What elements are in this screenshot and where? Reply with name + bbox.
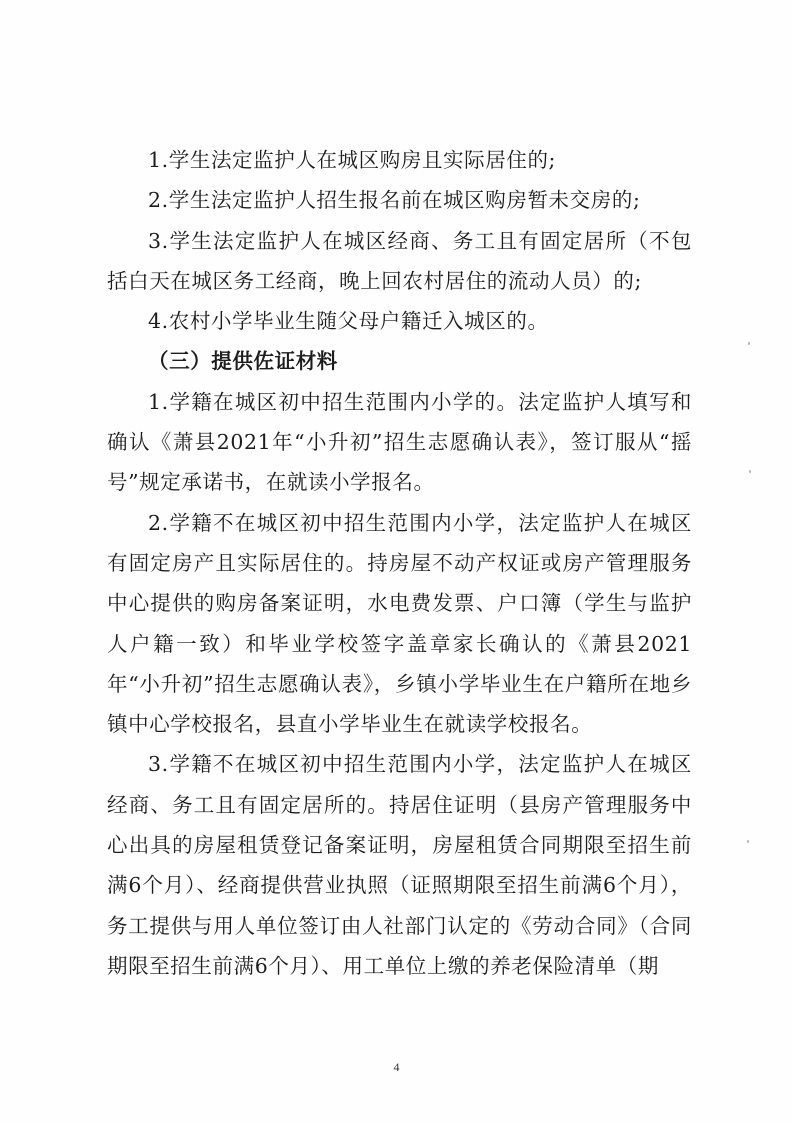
condition-item-3: 3.学生法定监护人在城区经商、务工且有固定居所（不包括白天在城区务工经商，晚上回农村居住的流动人员）的; xyxy=(107,228,692,293)
material-item-1: 1.学籍在城区初中招生范围内小学的。法定监护人填写和确认《萧县2021年“小升初”招生志愿确认表》，签订服从“摇号”规定承诺书，在就读小学报名。 xyxy=(107,389,692,495)
condition-item-2: 2.学生法定监护人招生报名前在城区购房暂未交房的; xyxy=(148,188,641,213)
document-body xyxy=(107,140,692,986)
material-item-2: 2.学籍不在城区初中招生范围内小学，法定监护人在城区有固定房产且实际居住的。持房屋不动产权证或房产管理服务中心提供的购房备案证明，水电费发票、户口簿（学生与监护人户籍一致）和毕业学校签字盖章家长确认的《萧县2021年“小升初”招生志愿确认表》，乡镇小学毕业生在户籍所在地乡镇中心学校报名，县直小学毕业生在就读学校报名。 xyxy=(107,510,692,737)
page-number: 4 xyxy=(393,1060,400,1074)
scan-speck xyxy=(748,342,750,345)
scan-speck xyxy=(747,840,749,843)
condition-item-1: 1.学生法定监护人在城区购房且实际居住的; xyxy=(148,148,557,172)
material-item-3: 3.学籍不在城区初中招生范围内小学，法定监护人在城区经商、务工且有固定居所的。持居住证明（县房产管理服务中心出具的房屋租赁登记备案证明，房屋租赁合同期限至招生前满6个月）、经商提供营业执照（证照期限至招生前满6个月），务工提供与用人单位签订由人社部门认定的《劳动合同》（合同期限至招生前满6个月）、用工单位上缴的养老保险清单（期 xyxy=(107,752,692,978)
scan-speck xyxy=(749,470,751,473)
condition-item-4: 4.农村小学毕业生随父母户籍迁入城区的。 xyxy=(148,309,549,334)
section-heading: （三）提供佐证材料 xyxy=(148,349,338,374)
